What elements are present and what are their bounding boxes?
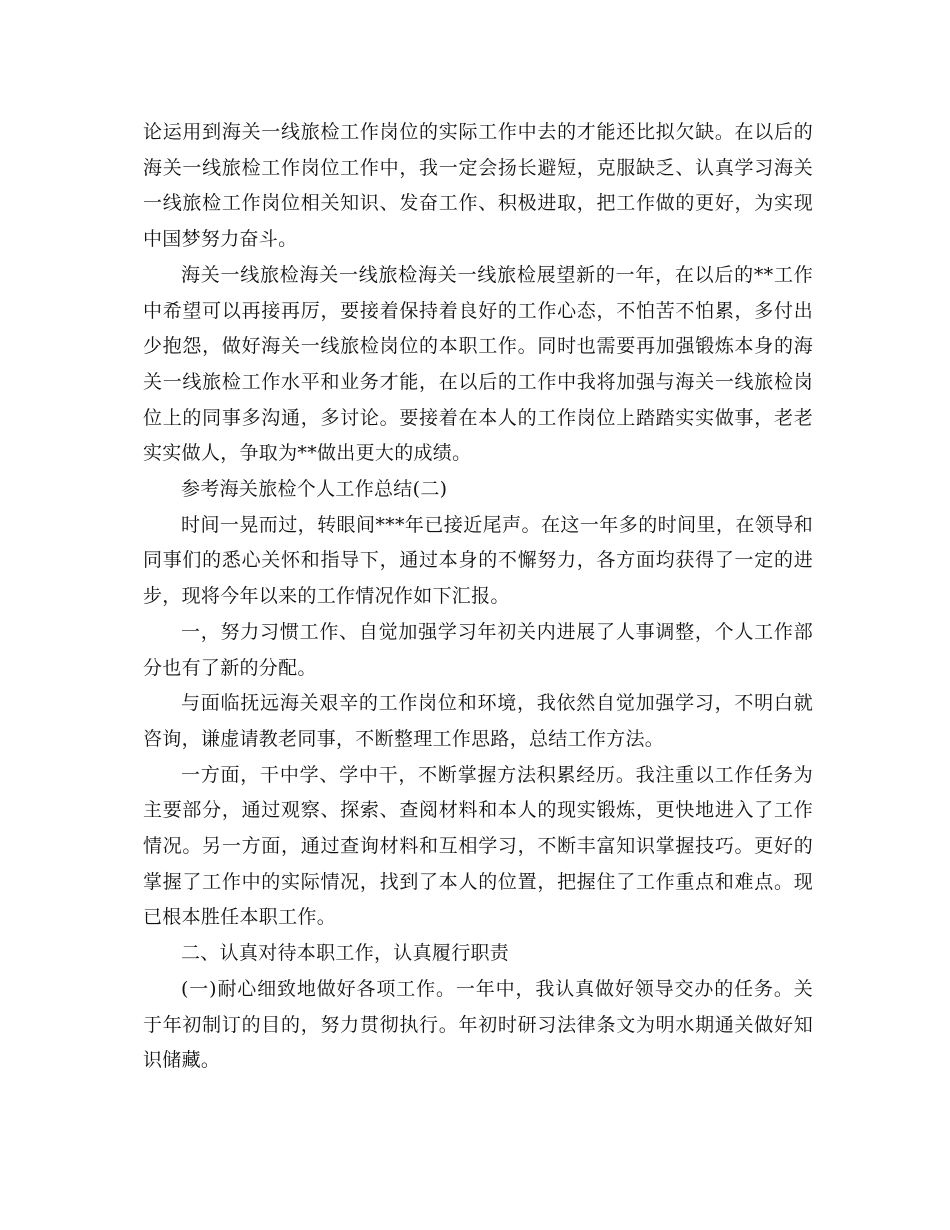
paragraph-continuation: 论运用到海关一线旅检工作岗位的实际工作中去的才能还比拟欠缺。在以后的海关一线旅检工作岗位工作中，我一定会扬长避短，克服缺乏、认真学习海关一线旅检工作岗位相关知识、发奋工作、积极进取，把工作做的更好，为实现中国梦努力奋斗。	[143, 121, 813, 251]
paragraph-outlook: 海关一线旅检海关一线旅检海关一线旅检展望新的一年，在以后的**工作中希望可以再接再厉，要接着保持着良好的工作心态，不怕苦不怕累，多付出少抱怨，做好海关一线旅检岗位的本职工作。同时也需要再加强锻炼本身的海关一线旅检工作水平和业务才能，在以后的工作中我将加强与海关一线旅检岗位上的同事多沟通，多讨论。要接着在本人的工作岗位上踏踏实实做事，老老实实做人，争取为**做出更大的成绩。	[143, 263, 813, 465]
paragraph-intro: 时间一晃而过，转眼间***年已接近尾声。在这一年多的时间里，在领导和同事们的悉心关怀和指导下，通过本身的不懈努力，各方面均获得了一定的进步，现将今年以来的工作情况作如下汇报。	[143, 513, 813, 608]
section-title: 参考海关旅检个人工作总结(二)	[181, 478, 448, 501]
document-body	[143, 115, 813, 1079]
paragraph-learning: 一方面，干中学、学中干，不断掌握方法积累经历。我注重以工作任务为主要部分，通过观察、探索、查阅材料和本人的现实锻炼，更快地进入了工作情况。另一方面，通过查询材料和互相学习，不断丰富知识掌握技巧。更好的掌握了工作中的实际情况，找到了本人的位置，把握住了工作重点和难点。现已根本胜任本职工作。	[143, 763, 813, 929]
paragraph-study: 与面临抚远海关艰辛的工作岗位和环境，我依然自觉加强学习，不明白就咨询，谦虚请教老同事，不断整理工作思路，总结工作方法。	[143, 692, 813, 750]
paragraph-subpoint-one: (一)耐心细致地做好各项工作。一年中，我认真做好领导交办的任务。关于年初制订的目的，努力贯彻执行。年初时研习法律条文为明水期通关做好知识储藏。	[143, 977, 813, 1072]
paragraph-point-two: 二、认真对待本职工作，认真履行职责	[181, 942, 510, 965]
paragraph-point-one: 一，努力习惯工作、自觉加强学习年初关内进展了人事调整，个人工作部分也有了新的分配。	[143, 620, 813, 679]
